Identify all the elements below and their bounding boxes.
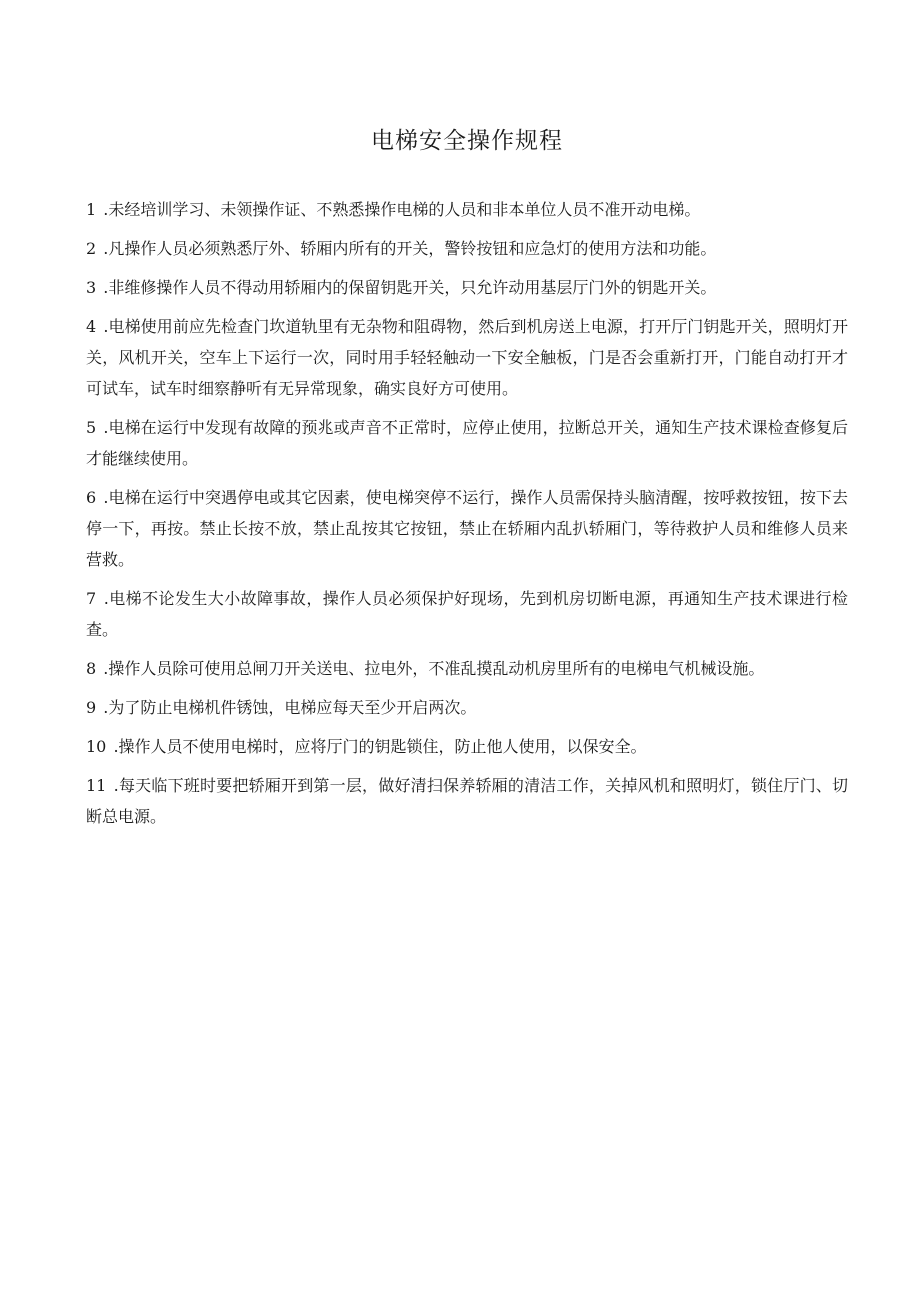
rule-item	[86, 770, 848, 832]
rule-number: 9	[86, 698, 97, 717]
rule-text: .每天临下班时要把轿厢开到第一层，做好清扫保养轿厢的清洁工作，关掉风机和照明灯，锁住厅门、切断总电源。	[86, 776, 848, 826]
rule-item	[86, 653, 848, 684]
rule-number: 5	[86, 418, 97, 437]
rule-number: 7	[86, 589, 97, 608]
rule-text: .电梯在运行中突遇停电或其它因素，使电梯突停不运行，操作人员需保持头脑清醒，按呼救按钮，按下去停一下，再按。禁止长按不放，禁止乱按其它按钮，禁止在轿厢内乱扒轿厢门，等待救护人员和维修人员来营救。	[86, 488, 848, 569]
rule-text: .电梯不论发生大小故障事故，操作人员必须保护好现场，先到机房切断电源，再通知生产技术课进行检查。	[86, 589, 848, 639]
rule-text: .电梯使用前应先检查门坎道轨里有无杂物和阻碍物，然后到机房送上电源，打开厅门钥匙开关，照明灯开关，风机开关，空车上下运行一次，同时用手轻轻触动一下安全触板，门是否会重新打开，门能自动打开才可试车，试车时细察静听有无异常现象，确实良好方可使用。	[86, 317, 848, 398]
rule-item	[86, 233, 848, 264]
rule-item	[86, 412, 848, 474]
rule-number: 1	[86, 200, 97, 219]
rule-number: 8	[86, 659, 97, 678]
rule-number: 2	[86, 239, 97, 258]
rule-text: .操作人员除可使用总闸刀开关送电、拉电外，不准乱摸乱动机房里所有的电梯电气机械设施。	[103, 659, 765, 678]
rule-text: .为了防止电梯机件锈蚀，电梯应每天至少开启两次。	[103, 698, 477, 717]
rule-item	[86, 311, 848, 404]
rule-item	[86, 583, 848, 645]
rule-item	[86, 272, 848, 303]
rule-number: 11	[86, 776, 107, 795]
rule-item	[86, 692, 848, 723]
rule-list	[86, 194, 848, 832]
rule-number: 10	[86, 737, 107, 756]
rule-item	[86, 482, 848, 575]
rule-item	[86, 731, 848, 762]
document-title: 电梯安全操作规程	[371, 128, 563, 154]
rule-text: .凡操作人员必须熟悉厅外、轿厢内所有的开关，警铃按钮和应急灯的使用方法和功能。	[103, 239, 717, 258]
rule-text: .非维修操作人员不得动用轿厢内的保留钥匙开关，只允许动用基层厅门外的钥匙开关。	[103, 278, 717, 297]
rule-number: 3	[86, 278, 97, 297]
rule-number: 4	[86, 317, 97, 336]
rule-item	[86, 194, 848, 225]
rule-number: 6	[86, 488, 97, 507]
rule-text: .未经培训学习、未领操作证、不熟悉操作电梯的人员和非本单位人员不准开动电梯。	[103, 200, 701, 219]
rule-text: .电梯在运行中发现有故障的预兆或声音不正常时，应停止使用，拉断总开关，通知生产技术课检查修复后才能继续使用。	[86, 418, 848, 468]
rule-text: .操作人员不使用电梯时，应将厅门的钥匙锁住，防止他人使用，以保安全。	[113, 737, 647, 756]
